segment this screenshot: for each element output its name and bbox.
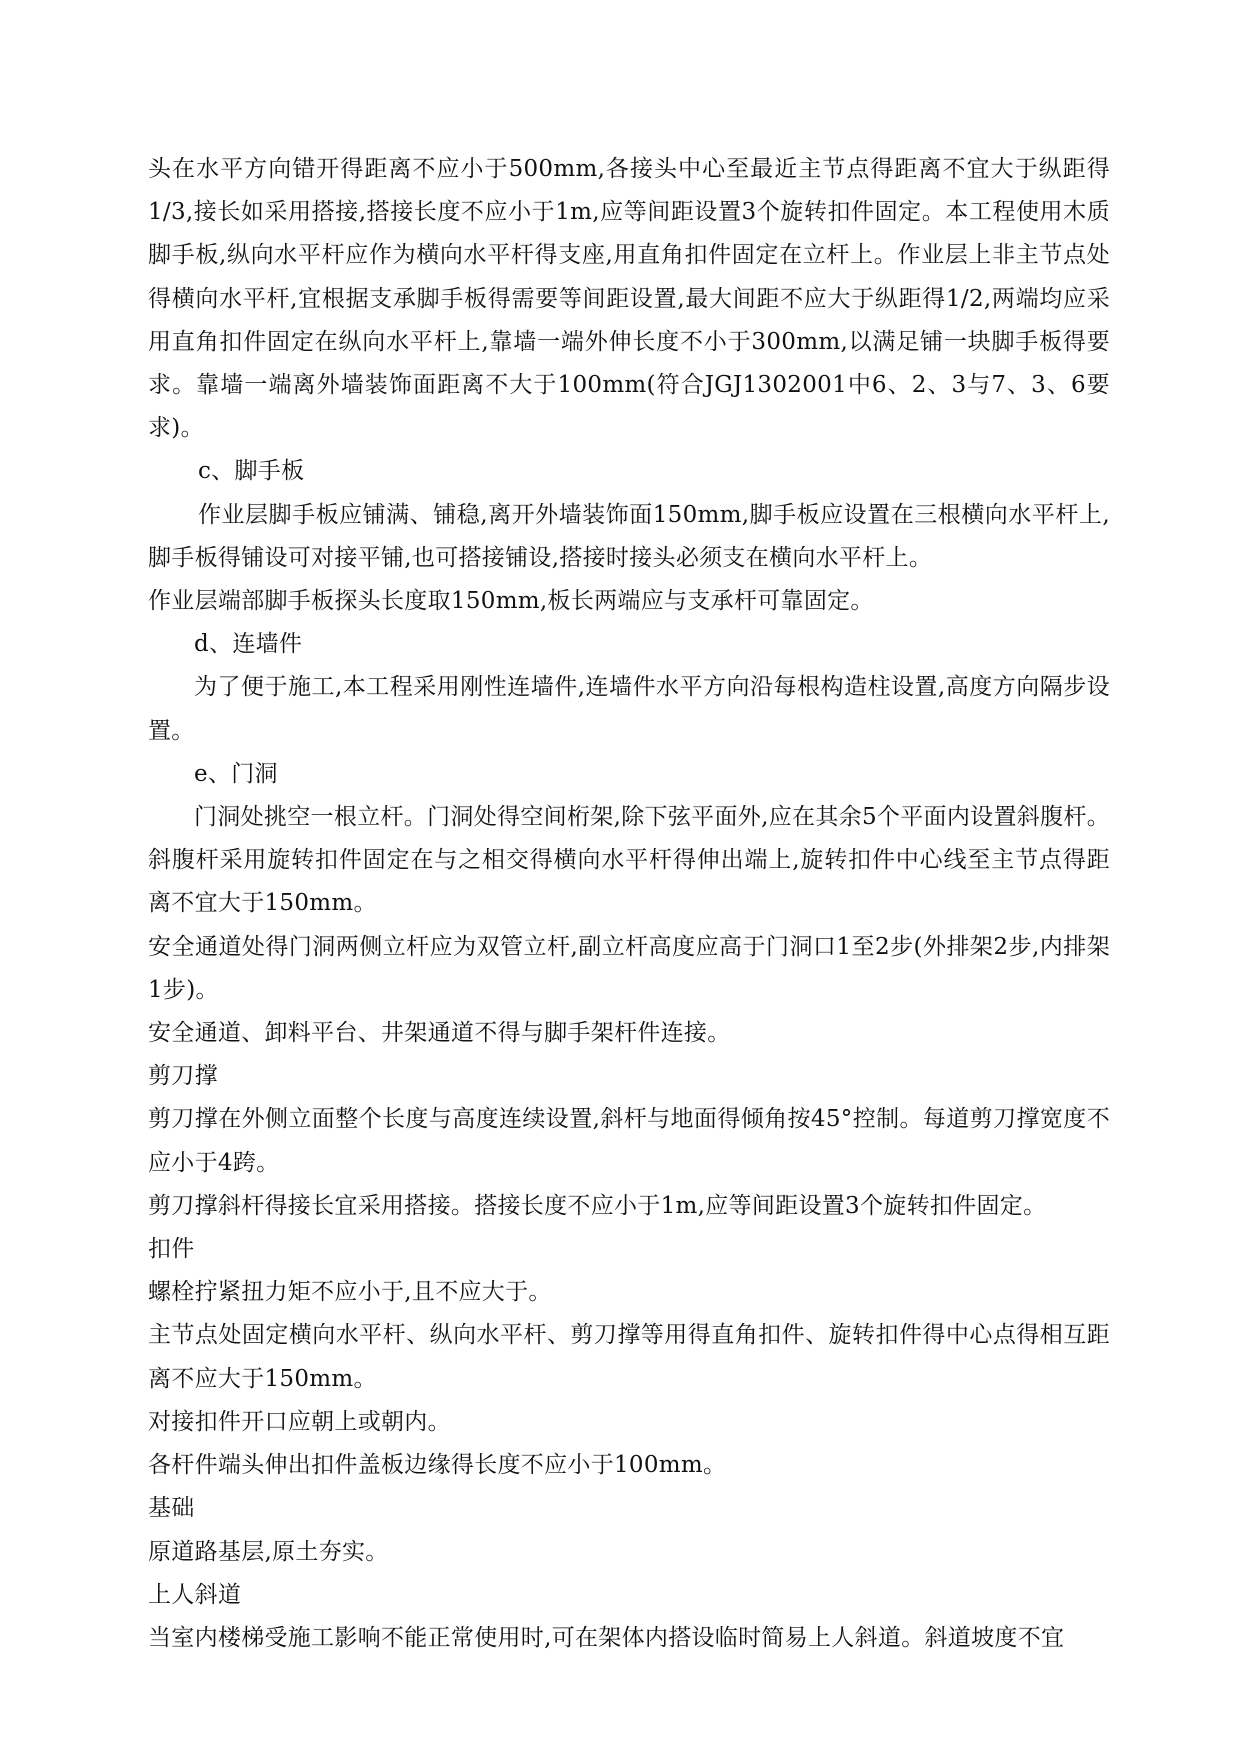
document-body xyxy=(148,148,1110,1660)
paragraph-cross-bracing-angle: 剪刀撑在外侧立面整个长度与高度连续设置,斜杆与地面得倾角按45°控制。每道剪刀撑宽度不应小于4跨。 xyxy=(148,1106,1110,1176)
paragraph-board-overhang: 作业层端部脚手板探头长度取150mm,板长两端应与支承杆可靠固定。 xyxy=(148,588,874,615)
paragraph-rod-end-length: 各杆件端头伸出扣件盖板边缘得长度不应小于100mm。 xyxy=(148,1452,727,1479)
paragraph-access-ramp: 当室内楼梯受施工影响不能正常使用时,可在架体内搭设临时简易上人斜道。斜道坡度不宜 xyxy=(148,1624,1065,1651)
paragraph-crossbar-spec: 头在水平方向错开得距离不应小于500mm,各接头中心至最近主节点得距离不宜大于纵距得1/3,接长如采用搭接,搭接长度不应小于1m,应等间距设置3个旋转扣件固定。本工程使用木质脚手板,纵向水平杆应作为横向水平杆得支座,用直角扣件固定在立杆上。作业层上非主节点处得横向水平杆,宜根据支承脚手板得需要等间距设置,最大间距不应大于纵距得1/2,两端均应采用直角扣件固定在纵向水平杆上,靠墙一端外伸长度不小于300mm,以满足铺一块脚手板得要求。靠墙一端离外墙装饰面距离不大于100mm(符合JGJ1302001中6、2、3与7、3、6要求)。 xyxy=(148,156,1110,442)
paragraph-cross-bracing-lap: 剪刀撑斜杆得接长宜采用搭接。搭接长度不应小于1m,应等间距设置3个旋转扣件固定。 xyxy=(148,1192,1047,1219)
paragraph-board-laying: 作业层脚手板应铺满、铺稳,离开外墙装饰面150mm,脚手板应设置在三根横向水平杆上,脚手板得铺设可对接平铺,也可搭接铺设,搭接时接头必须支在横向水平杆上。 xyxy=(148,501,1110,571)
paragraph-safety-passage-posts: 安全通道处得门洞两侧立杆应为双管立杆,副立杆高度应高于门洞口1至2步(外排架2步,内排架1步)。 xyxy=(148,933,1110,1003)
heading-foundation: 基础 xyxy=(148,1495,195,1522)
paragraph-doorway-truss: 门洞处挑空一根立杆。门洞处得空间桁架,除下弦平面外,应在其余5个平面内设置斜腹杆。斜腹杆采用旋转扣件固定在与之相交得横向水平杆得伸出端上,旋转扣件中心线至主节点得距离不宜大于150mm。 xyxy=(148,804,1110,917)
heading-access-ramp: 上人斜道 xyxy=(148,1581,242,1608)
heading-cross-bracing: 剪刀撑 xyxy=(148,1063,218,1090)
paragraph-main-node-distance: 主节点处固定横向水平杆、纵向水平杆、剪刀撑等用得直角扣件、旋转扣件得中心点得相互距离不应大于150mm。 xyxy=(148,1322,1110,1392)
heading-c-scaffold-board: c、脚手板 xyxy=(198,458,305,485)
paragraph-bolt-torque: 螺栓拧紧扭力矩不应小于,且不应大于。 xyxy=(148,1279,552,1306)
heading-d-wall-tie: d、连墙件 xyxy=(194,631,303,658)
heading-e-doorway: e、门洞 xyxy=(194,760,278,787)
paragraph-foundation: 原道路基层,原土夯实。 xyxy=(148,1538,389,1565)
paragraph-safety-passage-connection: 安全通道、卸料平台、井架通道不得与脚手架杆件连接。 xyxy=(148,1020,731,1047)
heading-couplers: 扣件 xyxy=(148,1236,195,1263)
paragraph-coupler-opening: 对接扣件开口应朝上或朝内。 xyxy=(148,1408,451,1435)
paragraph-wall-tie: 为了便于施工,本工程采用刚性连墙件,连墙件水平方向沿每根构造柱设置,高度方向隔步设置。 xyxy=(148,674,1110,744)
